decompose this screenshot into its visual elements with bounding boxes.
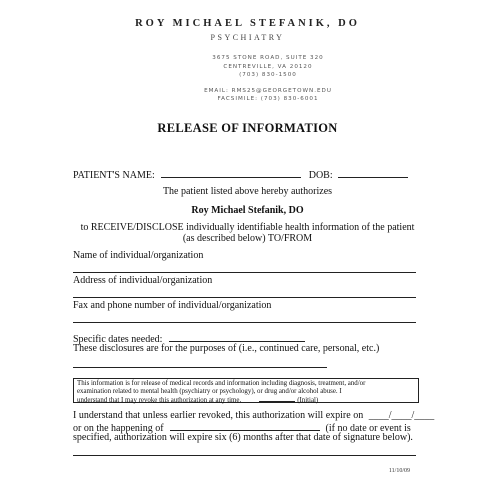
address-line-1: 3675 STONE ROAD, SUITE 320 [212,55,324,61]
phone-number: (703) 830-1500 [239,72,297,78]
address-line-2: CENTREVILLE, VA 20120 [223,64,313,70]
address-org-label: Address of individual/organization [73,275,213,286]
patient-name-row [73,168,408,181]
expire-line-1-text: I understand that unless earlier revoked, this authorization will expire on [73,410,364,421]
initial-field[interactable] [259,395,295,402]
revision-date: 11/10/09 [388,468,410,474]
fax-phone-label: Fax and phone number of individual/organization [73,300,272,311]
expire-line-2-end: (if no date or event is [325,423,411,434]
receive-disclose-line-1: to RECEIVE/DISCLOSE individually identifiable health information of the patient [80,222,415,233]
doctor-name-heading: ROY MICHAEL STEFANIK, DO [135,18,360,29]
provider-name: Roy Michael Stefanik, DO [191,205,304,216]
fax-phone-field[interactable] [73,322,416,323]
dob-label: DOB: [308,170,333,181]
receive-disclose-line-2: (as described below) TO/FROM [182,233,313,244]
purposes-field[interactable] [73,367,327,368]
address-org-field[interactable] [73,297,416,298]
notice-line-2: examination related to mental health (psychiatry or psychology), or drug and/or alcohol abuse. I [77,387,342,395]
name-org-label: Name of individual/organization [73,250,204,261]
expire-row-1 [73,410,434,421]
expire-line-3: specified, authorization will expire six (6) months after that date of signature below). [73,432,413,443]
specific-dates-field[interactable] [169,332,305,342]
release-notice-box [73,378,419,403]
specialty-heading: PSYCHIATRY [210,33,285,42]
fax-number: FACSIMILE: (703) 830-6001 [217,96,319,102]
specific-dates-label: Specific dates needed: [73,334,163,345]
patient-name-label: PATIENT'S NAME: [73,170,155,181]
name-org-field[interactable] [73,272,416,273]
authorizes-text: The patient listed above hereby authorizes [162,186,333,197]
expire-event-field[interactable] [170,421,320,431]
expire-date-field[interactable]: ____/____/____ [368,410,435,421]
purposes-label: These disclosures are for the purposes of (i.e., continued care, personal, etc.) [73,343,380,354]
dob-field[interactable] [338,168,408,178]
notice-line-1: This information is for release of medical records and information including diagnosis, treatment, and/or [77,380,366,387]
signature-field[interactable] [73,455,416,456]
patient-name-field[interactable] [161,168,301,178]
email-address: EMAIL: RMS25@GEORGETOWN.EDU [204,88,332,94]
notice-line-3: understand that I may revoke this authorization at any time. [77,397,242,405]
initial-label: (Initial) [297,397,319,405]
notice-line-3-row [77,395,415,405]
form-title: RELEASE OF INFORMATION [157,121,338,135]
expire-line-2-start: or on the happening of [73,423,164,434]
